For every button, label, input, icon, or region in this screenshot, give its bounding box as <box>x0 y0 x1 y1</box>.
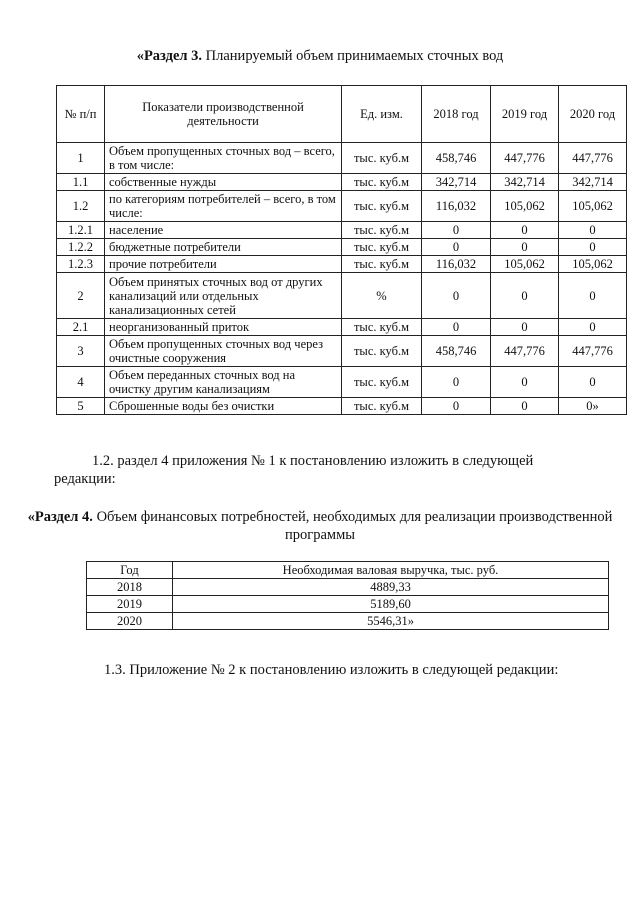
unit-cell: тыс. куб.м <box>342 319 422 336</box>
row-number-cell: 1.2 <box>57 191 105 222</box>
table-row <box>57 239 627 256</box>
value-cell: 342,714 <box>491 174 559 191</box>
value-cell: 0 <box>491 222 559 239</box>
indicator-cell: Объем переданных сточных вод на очистку другим канализациям <box>105 367 342 398</box>
value-cell: 105,062 <box>491 256 559 273</box>
value-cell: 0 <box>491 239 559 256</box>
header-cell: 2020 год <box>559 86 627 143</box>
header-cell: Показатели производственной деятельности <box>105 86 342 143</box>
section3-title <box>0 48 640 65</box>
indicator-cell: Объем пропущенных сточных вод через очистные сооружения <box>105 336 342 367</box>
value-cell: 0 <box>491 398 559 415</box>
table-row <box>87 613 609 630</box>
value-cell: 0 <box>559 222 627 239</box>
row-number-cell: 2.1 <box>57 319 105 336</box>
table-row <box>57 143 627 174</box>
row-number-cell: 1.2.2 <box>57 239 105 256</box>
header-cell: № п/п <box>57 86 105 143</box>
value-cell: 0 <box>491 367 559 398</box>
unit-cell: тыс. куб.м <box>342 222 422 239</box>
value-cell: 342,714 <box>559 174 627 191</box>
value-cell: 447,776 <box>559 143 627 174</box>
table-row <box>87 596 609 613</box>
header-cell: 2019 год <box>491 86 559 143</box>
row-number-cell: 4 <box>57 367 105 398</box>
table-row <box>87 579 609 596</box>
unit-cell: тыс. куб.м <box>342 191 422 222</box>
row-number-cell: 3 <box>57 336 105 367</box>
indicator-cell: бюджетные потребители <box>105 239 342 256</box>
value-cell: 116,032 <box>422 256 491 273</box>
indicator-cell: Сброшенные воды без очистки <box>105 398 342 415</box>
value-cell: 105,062 <box>559 256 627 273</box>
financial-needs-table <box>86 561 609 630</box>
row-number-cell: 1.1 <box>57 174 105 191</box>
value-cell: 105,062 <box>559 191 627 222</box>
value-cell: 0 <box>422 273 491 319</box>
value-cell: 0 <box>559 273 627 319</box>
value-cell: 458,746 <box>422 143 491 174</box>
value-cell: 447,776 <box>491 143 559 174</box>
table-row <box>57 367 627 398</box>
header-cell: Необходимая валовая выручка, тыс. руб. <box>173 562 609 579</box>
paragraph-1-3: 1.3. Приложение № 2 к постановлению изложить в следующей редакции: <box>104 662 559 678</box>
unit-cell: тыс. куб.м <box>342 239 422 256</box>
revenue-cell: 4889,33 <box>173 579 609 596</box>
value-cell: 0 <box>422 367 491 398</box>
value-cell: 0 <box>422 319 491 336</box>
indicator-cell: Объем пропущенных сточных вод – всего, в том числе: <box>105 143 342 174</box>
year-cell: 2019 <box>87 596 173 613</box>
table-row <box>57 336 627 367</box>
value-cell: 0 <box>559 239 627 256</box>
value-cell: 0 <box>559 367 627 398</box>
value-cell: 116,032 <box>422 191 491 222</box>
table-header-row <box>57 86 627 143</box>
table-row <box>57 222 627 239</box>
row-number-cell: 1.2.1 <box>57 222 105 239</box>
table-row <box>57 398 627 415</box>
row-number-cell: 1 <box>57 143 105 174</box>
table-row <box>57 256 627 273</box>
revenue-cell: 5546,31» <box>173 613 609 630</box>
unit-cell: тыс. куб.м <box>342 367 422 398</box>
value-cell: 0 <box>491 273 559 319</box>
section4-title-text: Объем финансовых потребностей, необходимых для реализации производственной программы <box>92 509 613 543</box>
value-cell: 105,062 <box>491 191 559 222</box>
table-row <box>57 174 627 191</box>
table-header-row <box>87 562 609 579</box>
unit-cell: тыс. куб.м <box>342 143 422 174</box>
unit-cell: тыс. куб.м <box>342 336 422 367</box>
header-cell: Ед. изм. <box>342 86 422 143</box>
section3-title-text: Планируемый объем принимаемых сточных вод <box>202 48 504 64</box>
indicator-cell: собственные нужды <box>105 174 342 191</box>
value-cell: 342,714 <box>422 174 491 191</box>
unit-cell: тыс. куб.м <box>342 174 422 191</box>
value-cell: 0 <box>422 239 491 256</box>
header-cell: 2018 год <box>422 86 491 143</box>
row-number-cell: 1.2.3 <box>57 256 105 273</box>
section4-title-bold: «Раздел 4. <box>27 509 93 525</box>
year-cell: 2018 <box>87 579 173 596</box>
paragraph-1-2: 1.2. раздел 4 приложения № 1 к постановлению изложить в следующей редакции: <box>54 453 534 487</box>
indicator-cell: население <box>105 222 342 239</box>
value-cell: 0 <box>422 398 491 415</box>
value-cell: 0 <box>422 222 491 239</box>
value-cell: 447,776 <box>559 336 627 367</box>
value-cell: 458,746 <box>422 336 491 367</box>
revenue-cell: 5189,60 <box>173 596 609 613</box>
value-cell: 0» <box>559 398 627 415</box>
wastewater-volume-table <box>56 85 627 415</box>
row-number-cell: 5 <box>57 398 105 415</box>
indicator-cell: неорганизованный приток <box>105 319 342 336</box>
unit-cell: тыс. куб.м <box>342 398 422 415</box>
table-row <box>57 273 627 319</box>
value-cell: 0 <box>559 319 627 336</box>
row-number-cell: 2 <box>57 273 105 319</box>
section3-title-bold: «Раздел 3. <box>136 48 203 64</box>
header-cell: Год <box>87 562 173 579</box>
indicator-cell: прочие потребители <box>105 256 342 273</box>
unit-cell: % <box>342 273 422 319</box>
indicator-cell: Объем принятых сточных вод от других канализаций или отдельных канализационных сетей <box>105 273 342 319</box>
year-cell: 2020 <box>87 613 173 630</box>
section4-title <box>0 508 640 544</box>
value-cell: 0 <box>491 319 559 336</box>
table-row <box>57 191 627 222</box>
value-cell: 447,776 <box>491 336 559 367</box>
table-row <box>57 319 627 336</box>
indicator-cell: по категориям потребителей – всего, в том числе: <box>105 191 342 222</box>
unit-cell: тыс. куб.м <box>342 256 422 273</box>
